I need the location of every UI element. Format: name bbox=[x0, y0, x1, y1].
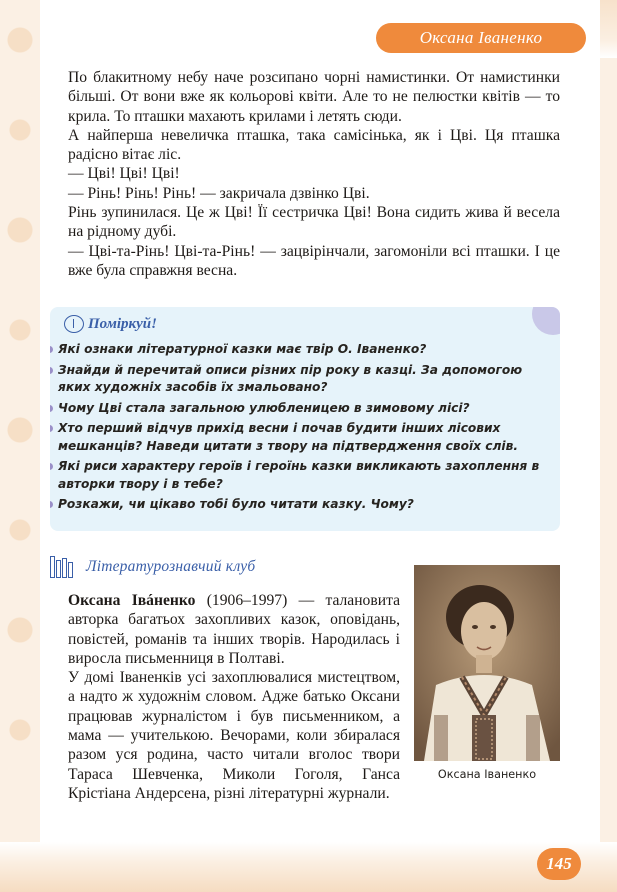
story-paragraph: — Рінь! Рінь! Рінь! — закричала дзвінко Цві. bbox=[68, 184, 370, 202]
think-title-label: Поміркуй! bbox=[88, 315, 157, 332]
biography-text bbox=[68, 591, 400, 803]
biography-paragraph: У домі Іваненків усі захоплювалися мистецтвом, а надто ж художнім словом. Адже батько Оксани працював журналістом і був письменником, а мама — учителькою. Вечорами, коли збиралася разом уся родина, часто читали вголос твори Тараса Шевченка, Миколи Гоголя, Ганса Крістіана Андерсена, різні літературні журнали. bbox=[68, 669, 400, 802]
list-item: Знайди й перечитай описи різних пір року в казці. За допомогою яких художніх засобів їх змальовано? bbox=[50, 362, 556, 397]
corner-decoration bbox=[532, 307, 560, 335]
list-item: Хто перший відчув прихід весни і почав будити інших лісових мешканців? Наведи цитати з твору на підтвердження своїх слів. bbox=[50, 420, 556, 455]
bullet-icon bbox=[50, 425, 53, 432]
biography-paragraph: Оксана Івáненко (1906–1997) — талановита авторка багатьох захопливих казок, оповідань, повістей, романів та інших творів. Народилась і виросла письменниця в Полтаві. bbox=[68, 592, 400, 667]
bottom-ornament-band bbox=[0, 842, 617, 892]
running-header: Оксана Іваненко bbox=[376, 23, 586, 53]
story-paragraph: Рінь зупинилася. Це ж Цві! Її сестричка Цві! Вона сидить жива й весела на рідному дубі. bbox=[68, 204, 560, 241]
list-item: Розкажи, чи цікаво тобі було читати казку. Чому? bbox=[50, 496, 556, 514]
story-paragraph: А найперша невеличка пташка, така самісінька, як і Цві. Ця пташка радісно вітає ліс. bbox=[68, 126, 560, 164]
story-paragraph: — Цві! Цві! Цві! bbox=[68, 165, 180, 183]
question-list bbox=[50, 341, 560, 517]
author-name: Оксана Івáненко bbox=[68, 592, 196, 609]
bullet-icon bbox=[50, 405, 53, 412]
bullet-icon bbox=[50, 367, 53, 374]
list-item: Які риси характеру героїв і героїнь казки викликають захоплення в авторки твору і в тебе? bbox=[50, 458, 556, 493]
club-heading-label: Літературознавчий клуб bbox=[86, 558, 256, 575]
list-item: Які ознаки літературної казки має твір О. Іваненко? bbox=[50, 341, 556, 359]
bullet-icon bbox=[50, 463, 53, 470]
club-heading bbox=[50, 556, 255, 578]
author-photo bbox=[414, 565, 560, 761]
open-book-icon bbox=[64, 315, 84, 333]
bullet-icon bbox=[50, 501, 53, 508]
photo-caption: Оксана Іваненко bbox=[437, 768, 537, 781]
bookshelf-icon bbox=[50, 556, 76, 578]
list-item: Чому Цві стала загальною улюбленицею в зимовому лісі? bbox=[50, 400, 556, 418]
think-title bbox=[64, 315, 157, 333]
page-number: 145 bbox=[537, 848, 581, 880]
story-paragraph: — Цві-та-Рінь! Цві-та-Рінь! — зацвірінчали, загомоніли всі пташки. І це вже була справжня весна. bbox=[68, 242, 560, 279]
story-paragraph: По блакитному небу наче розсипано чорні намистинки. От намистинки більші. От вони вже як кольорові квіти. Але то не пелюстки квітів — то крила. То пташки махають крилами і летять сюди. bbox=[68, 69, 560, 125]
bullet-icon bbox=[50, 346, 53, 353]
think-box bbox=[50, 307, 560, 531]
left-ornament bbox=[0, 0, 40, 892]
story-text bbox=[68, 68, 560, 280]
